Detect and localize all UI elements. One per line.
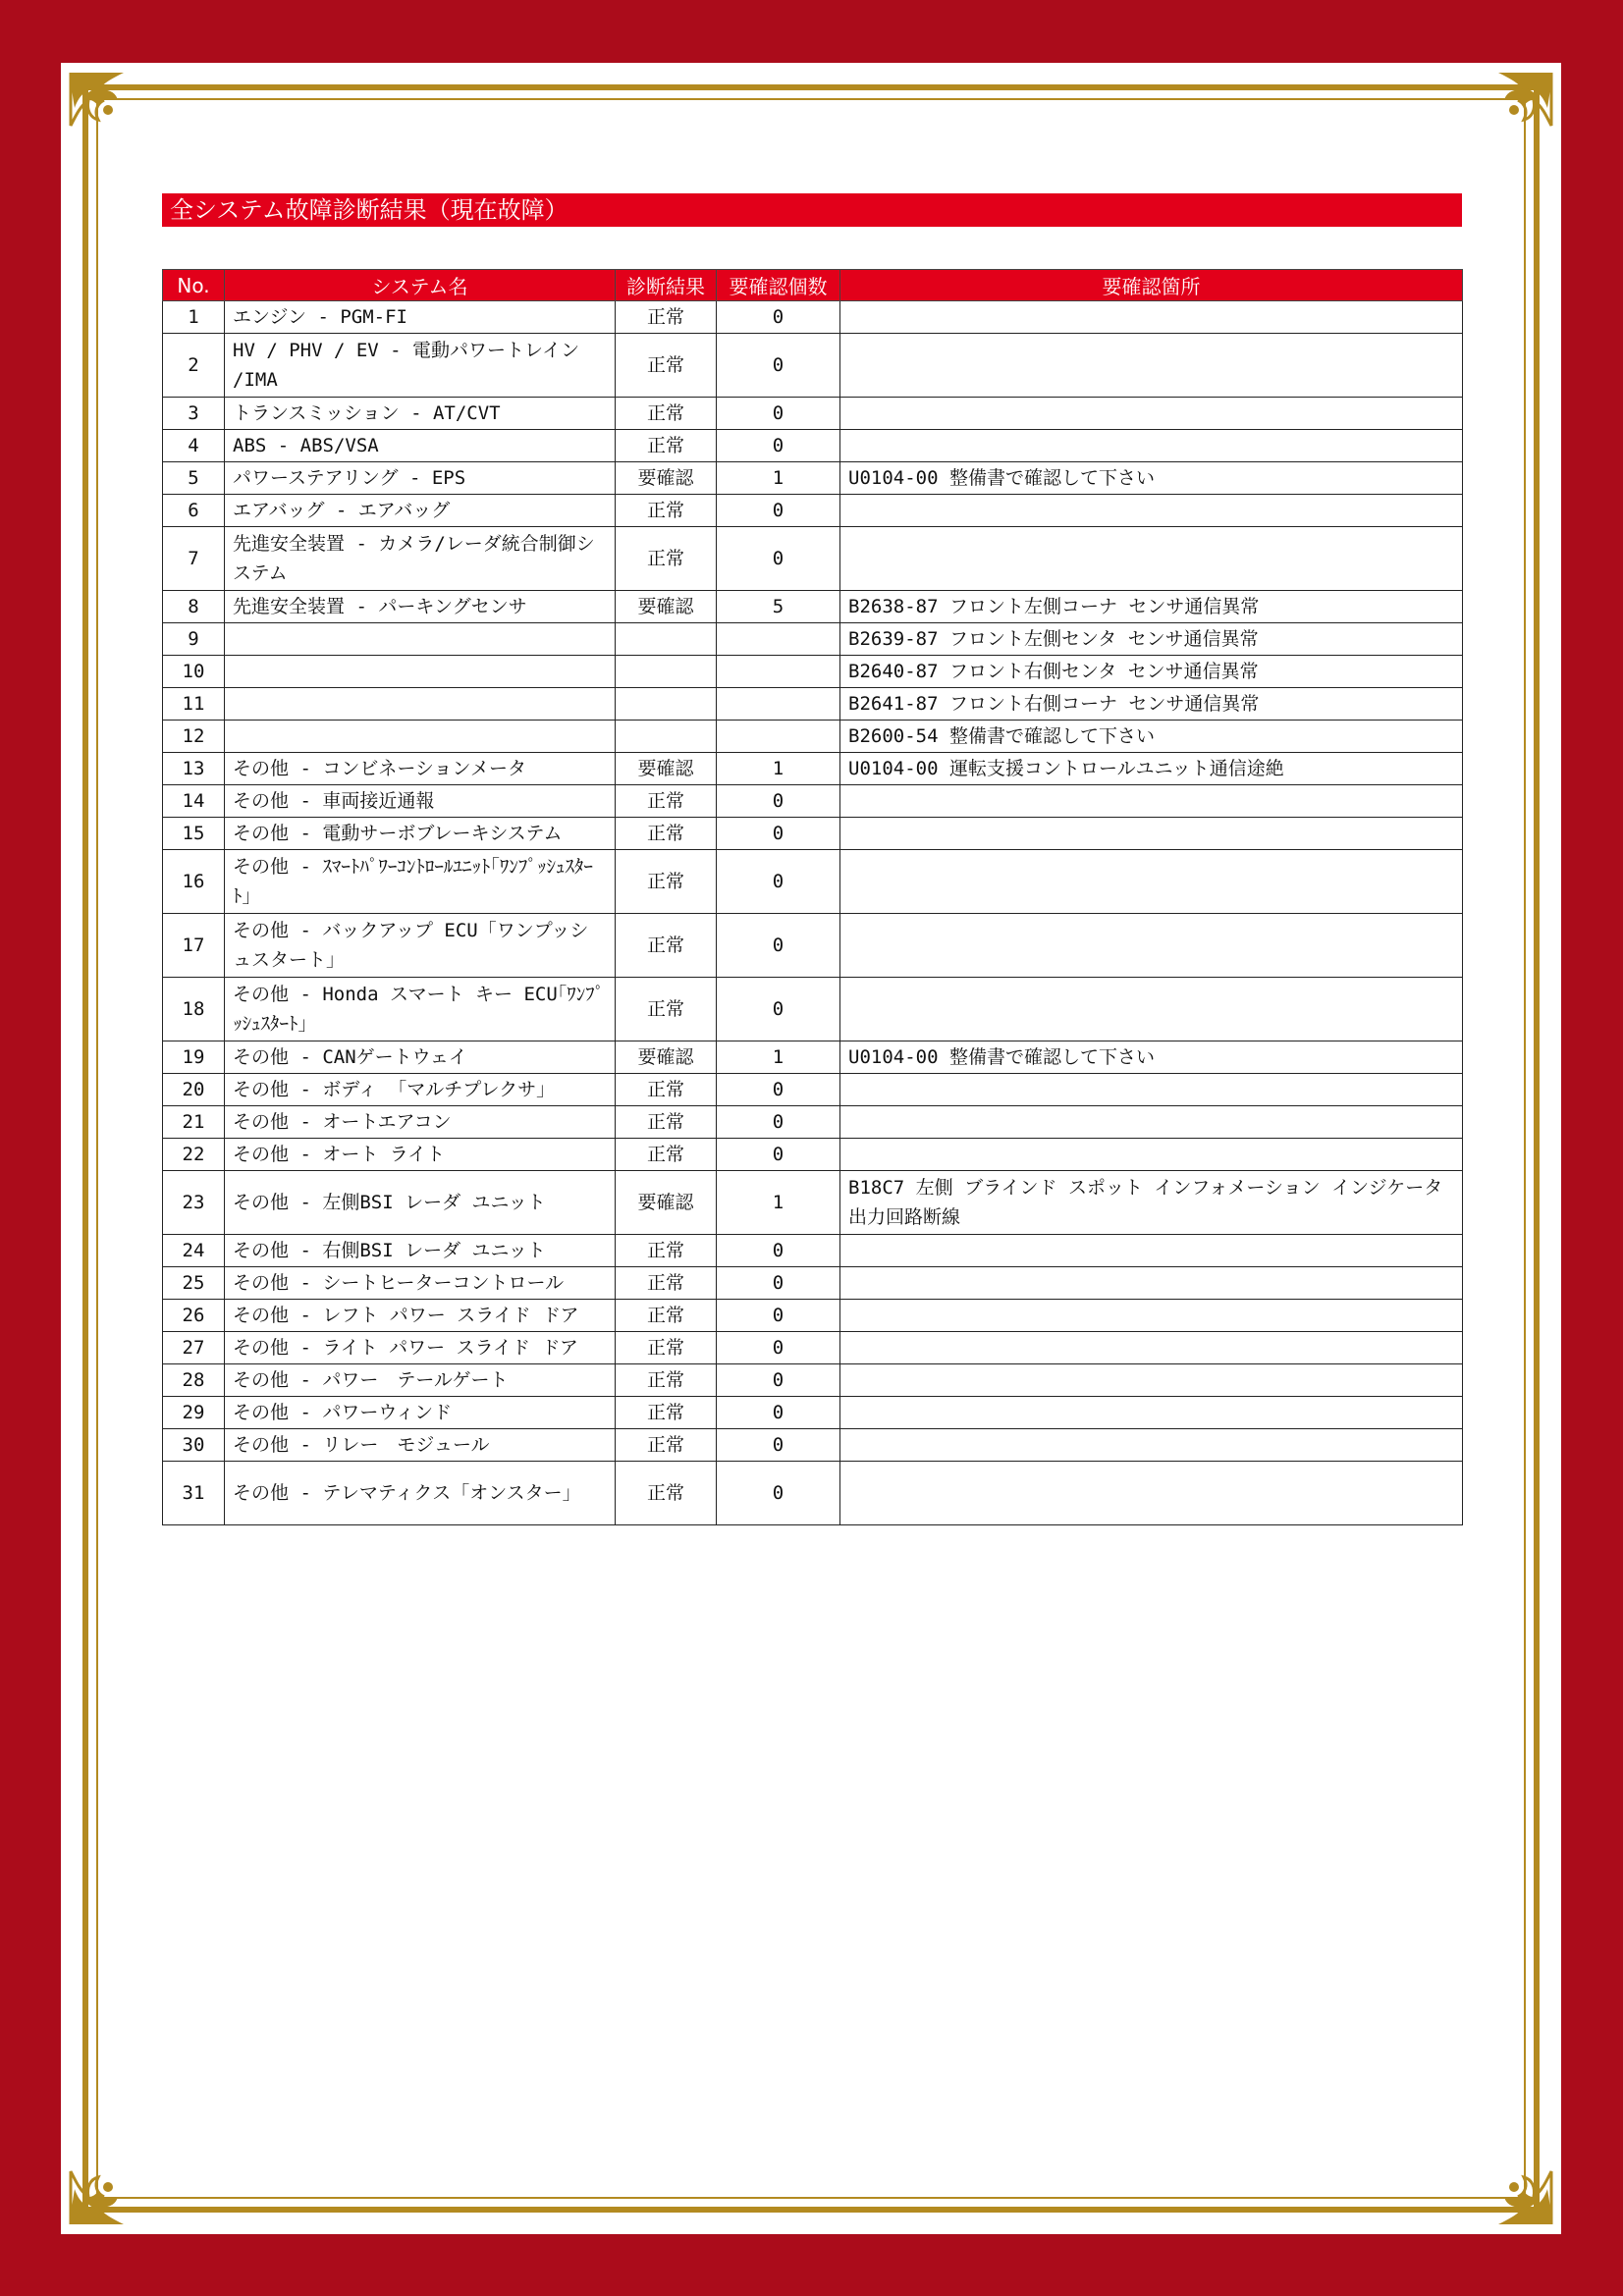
issue-count: 0 xyxy=(717,1462,840,1525)
table-row xyxy=(163,1074,1463,1106)
issue-count: 1 xyxy=(717,462,840,495)
table-row xyxy=(163,850,1463,914)
row-number: 29 xyxy=(163,1397,225,1429)
diagnosis-result xyxy=(616,688,717,721)
corner-ornament-icon xyxy=(65,2136,159,2230)
system-name: パワーステアリング - EPS xyxy=(225,462,616,495)
issue-count: 0 xyxy=(717,978,840,1041)
corner-ornament-icon xyxy=(1463,67,1557,161)
issue-location: B2640-87 フロント右側センタ センサ通信異常 xyxy=(840,656,1463,688)
table-row xyxy=(163,1235,1463,1267)
issue-location: U0104-00 整備書で確認して下さい xyxy=(840,1041,1463,1074)
row-number: 30 xyxy=(163,1429,225,1462)
issue-count xyxy=(717,656,840,688)
issue-count xyxy=(717,623,840,656)
issue-count: 0 xyxy=(717,527,840,591)
issue-location: B2600-54 整備書で確認して下さい xyxy=(840,721,1463,753)
row-number: 5 xyxy=(163,462,225,495)
diagnosis-result: 正常 xyxy=(616,1429,717,1462)
table-row xyxy=(163,495,1463,527)
system-name xyxy=(225,688,616,721)
diagnosis-result: 正常 xyxy=(616,1074,717,1106)
issue-count: 0 xyxy=(717,1332,840,1364)
table-row xyxy=(163,430,1463,462)
issue-count: 1 xyxy=(717,1041,840,1074)
row-number: 25 xyxy=(163,1267,225,1300)
issue-count: 0 xyxy=(717,430,840,462)
row-number: 20 xyxy=(163,1074,225,1106)
table-row xyxy=(163,753,1463,785)
issue-location xyxy=(840,1235,1463,1267)
system-name: その他 - オート ライト xyxy=(225,1139,616,1171)
issue-location xyxy=(840,1267,1463,1300)
table-row xyxy=(163,1300,1463,1332)
row-number: 2 xyxy=(163,334,225,398)
issue-location xyxy=(840,430,1463,462)
issue-location xyxy=(840,398,1463,430)
table-row xyxy=(163,1364,1463,1397)
table-row xyxy=(163,462,1463,495)
system-name: その他 - ｽﾏｰﾄﾊﾟﾜｰｺﾝﾄﾛｰﾙﾕﾆｯﾄ｢ﾜﾝﾌﾟｯｼｭｽﾀｰﾄ｣ xyxy=(225,850,616,914)
row-number: 8 xyxy=(163,591,225,623)
row-number: 22 xyxy=(163,1139,225,1171)
row-number: 14 xyxy=(163,785,225,818)
issue-location xyxy=(840,1332,1463,1364)
issue-count: 5 xyxy=(717,591,840,623)
row-number: 18 xyxy=(163,978,225,1041)
diagnosis-result: 正常 xyxy=(616,430,717,462)
issue-location: U0104-00 整備書で確認して下さい xyxy=(840,462,1463,495)
row-number: 19 xyxy=(163,1041,225,1074)
issue-location xyxy=(840,818,1463,850)
table-row xyxy=(163,914,1463,978)
diagnosis-result: 要確認 xyxy=(616,462,717,495)
issue-count: 0 xyxy=(717,1106,840,1139)
diagnosis-result: 正常 xyxy=(616,1267,717,1300)
issue-count: 0 xyxy=(717,818,840,850)
table-row xyxy=(163,527,1463,591)
diagnosis-result xyxy=(616,656,717,688)
diagnosis-result: 正常 xyxy=(616,301,717,334)
row-number: 13 xyxy=(163,753,225,785)
header-result: 診断結果 xyxy=(616,270,717,301)
issue-location xyxy=(840,527,1463,591)
row-number: 17 xyxy=(163,914,225,978)
corner-ornament-icon xyxy=(1463,2136,1557,2230)
diagnosis-result: 正常 xyxy=(616,1139,717,1171)
system-name: その他 - テレマティクス「オンスター」 xyxy=(225,1462,616,1525)
diagnosis-result: 正常 xyxy=(616,1462,717,1525)
diagnosis-result: 正常 xyxy=(616,818,717,850)
system-name: その他 - 左側BSI レーダ ユニット xyxy=(225,1171,616,1235)
table-row xyxy=(163,785,1463,818)
page-title: 全システム故障診断結果（現在故障） xyxy=(162,193,1462,227)
table-row xyxy=(163,1267,1463,1300)
issue-count xyxy=(717,688,840,721)
diagnosis-result: 正常 xyxy=(616,334,717,398)
system-name: その他 - バックアップ ECU「ワンプッシュスタート」 xyxy=(225,914,616,978)
table-row xyxy=(163,1397,1463,1429)
system-name: トランスミッション - AT/CVT xyxy=(225,398,616,430)
table-row xyxy=(163,688,1463,721)
system-name: その他 - パワー テールゲート xyxy=(225,1364,616,1397)
diagnosis-result: 正常 xyxy=(616,1332,717,1364)
issue-count: 0 xyxy=(717,1429,840,1462)
issue-location xyxy=(840,1429,1463,1462)
system-name: その他 - シートヒーターコントロール xyxy=(225,1267,616,1300)
system-name: HV / PHV / EV - 電動パワートレイン /IMA xyxy=(225,334,616,398)
table-row xyxy=(163,1171,1463,1235)
table-row xyxy=(163,301,1463,334)
issue-location: B18C7 左側 ブラインド スポット インフォメーション インジケータ出力回路断線 xyxy=(840,1171,1463,1235)
issue-location xyxy=(840,1397,1463,1429)
system-name xyxy=(225,656,616,688)
issue-count: 0 xyxy=(717,850,840,914)
system-name: 先進安全装置 - カメラ/レーダ統合制御システム xyxy=(225,527,616,591)
table-row xyxy=(163,591,1463,623)
diagnosis-result: 正常 xyxy=(616,1300,717,1332)
issue-count: 0 xyxy=(717,1364,840,1397)
system-name: その他 - 車両接近通報 xyxy=(225,785,616,818)
report-page xyxy=(61,63,1561,2234)
diagnosis-result xyxy=(616,623,717,656)
issue-location: U0104-00 運転支援コントロールユニット通信途絶 xyxy=(840,753,1463,785)
table-row xyxy=(163,1462,1463,1525)
row-number: 27 xyxy=(163,1332,225,1364)
table-row xyxy=(163,1106,1463,1139)
diagnosis-result: 正常 xyxy=(616,1364,717,1397)
row-number: 28 xyxy=(163,1364,225,1397)
issue-count: 0 xyxy=(717,1397,840,1429)
diagnosis-result: 正常 xyxy=(616,1235,717,1267)
table-row xyxy=(163,1139,1463,1171)
issue-count: 0 xyxy=(717,1139,840,1171)
diagnosis-result: 要確認 xyxy=(616,1171,717,1235)
issue-location xyxy=(840,914,1463,978)
table-row xyxy=(163,818,1463,850)
system-name: その他 - ボディ 「マルチプレクサ」 xyxy=(225,1074,616,1106)
issue-count xyxy=(717,721,840,753)
issue-count: 0 xyxy=(717,495,840,527)
table-row xyxy=(163,623,1463,656)
diagnosis-result: 正常 xyxy=(616,785,717,818)
diagnosis-result: 正常 xyxy=(616,1397,717,1429)
table-row xyxy=(163,398,1463,430)
row-number: 21 xyxy=(163,1106,225,1139)
diagnosis-result: 正常 xyxy=(616,495,717,527)
row-number: 11 xyxy=(163,688,225,721)
system-name: 先進安全装置 - パーキングセンサ xyxy=(225,591,616,623)
issue-count: 0 xyxy=(717,1235,840,1267)
issue-location: B2639-87 フロント左側センタ センサ通信異常 xyxy=(840,623,1463,656)
row-number: 31 xyxy=(163,1462,225,1525)
issue-count: 1 xyxy=(717,753,840,785)
issue-location xyxy=(840,495,1463,527)
system-name: その他 - ライト パワー スライド ドア xyxy=(225,1332,616,1364)
issue-count: 1 xyxy=(717,1171,840,1235)
diagnosis-result: 要確認 xyxy=(616,591,717,623)
header-system-name: システム名 xyxy=(225,270,616,301)
issue-location xyxy=(840,785,1463,818)
row-number: 24 xyxy=(163,1235,225,1267)
system-name: エアバッグ - エアバッグ xyxy=(225,495,616,527)
issue-count: 0 xyxy=(717,914,840,978)
system-name: エンジン - PGM-FI xyxy=(225,301,616,334)
table-row xyxy=(163,334,1463,398)
row-number: 12 xyxy=(163,721,225,753)
issue-count: 0 xyxy=(717,334,840,398)
table-header-row xyxy=(163,270,1463,301)
row-number: 6 xyxy=(163,495,225,527)
system-name: その他 - Honda スマート キー ECU｢ﾜﾝﾌﾟｯｼｭｽﾀｰﾄ｣ xyxy=(225,978,616,1041)
issue-count: 0 xyxy=(717,301,840,334)
header-location: 要確認箇所 xyxy=(840,270,1463,301)
diagnosis-result: 正常 xyxy=(616,914,717,978)
issue-location xyxy=(840,1106,1463,1139)
diagnosis-result: 正常 xyxy=(616,978,717,1041)
system-name: その他 - オートエアコン xyxy=(225,1106,616,1139)
table-row xyxy=(163,1429,1463,1462)
system-name: その他 - 電動サーボブレーキシステム xyxy=(225,818,616,850)
issue-location xyxy=(840,978,1463,1041)
issue-location xyxy=(840,1300,1463,1332)
row-number: 23 xyxy=(163,1171,225,1235)
table-row xyxy=(163,721,1463,753)
table-row xyxy=(163,1041,1463,1074)
table-row xyxy=(163,656,1463,688)
diagnosis-table xyxy=(162,269,1463,1525)
row-number: 9 xyxy=(163,623,225,656)
diagnosis-result: 正常 xyxy=(616,850,717,914)
issue-count: 0 xyxy=(717,1300,840,1332)
issue-location xyxy=(840,1139,1463,1171)
row-number: 4 xyxy=(163,430,225,462)
issue-count: 0 xyxy=(717,1074,840,1106)
diagnosis-result xyxy=(616,721,717,753)
table-row xyxy=(163,978,1463,1041)
issue-location: B2638-87 フロント左側コーナ センサ通信異常 xyxy=(840,591,1463,623)
issue-location xyxy=(840,1364,1463,1397)
row-number: 16 xyxy=(163,850,225,914)
system-name: その他 - CANゲートウェイ xyxy=(225,1041,616,1074)
system-name: その他 - パワーウィンド xyxy=(225,1397,616,1429)
issue-location: B2641-87 フロント右側コーナ センサ通信異常 xyxy=(840,688,1463,721)
diagnosis-result: 要確認 xyxy=(616,753,717,785)
row-number: 3 xyxy=(163,398,225,430)
system-name: その他 - コンビネーションメータ xyxy=(225,753,616,785)
header-count: 要確認個数 xyxy=(717,270,840,301)
system-name: ABS - ABS/VSA xyxy=(225,430,616,462)
row-number: 7 xyxy=(163,527,225,591)
issue-count: 0 xyxy=(717,398,840,430)
system-name: その他 - レフト パワー スライド ドア xyxy=(225,1300,616,1332)
diagnosis-result: 正常 xyxy=(616,398,717,430)
issue-location xyxy=(840,850,1463,914)
issue-count: 0 xyxy=(717,785,840,818)
row-number: 26 xyxy=(163,1300,225,1332)
diagnosis-result: 正常 xyxy=(616,1106,717,1139)
system-name: その他 - リレー モジュール xyxy=(225,1429,616,1462)
row-number: 10 xyxy=(163,656,225,688)
issue-location xyxy=(840,334,1463,398)
issue-count: 0 xyxy=(717,1267,840,1300)
header-no: No. xyxy=(163,270,225,301)
row-number: 15 xyxy=(163,818,225,850)
system-name xyxy=(225,721,616,753)
corner-ornament-icon xyxy=(65,67,159,161)
issue-location xyxy=(840,1074,1463,1106)
table-row xyxy=(163,1332,1463,1364)
system-name xyxy=(225,623,616,656)
system-name: その他 - 右側BSI レーダ ユニット xyxy=(225,1235,616,1267)
issue-location xyxy=(840,301,1463,334)
diagnosis-result: 正常 xyxy=(616,527,717,591)
row-number: 1 xyxy=(163,301,225,334)
diagnosis-result: 要確認 xyxy=(616,1041,717,1074)
table-body xyxy=(163,301,1463,1525)
issue-location xyxy=(840,1462,1463,1525)
